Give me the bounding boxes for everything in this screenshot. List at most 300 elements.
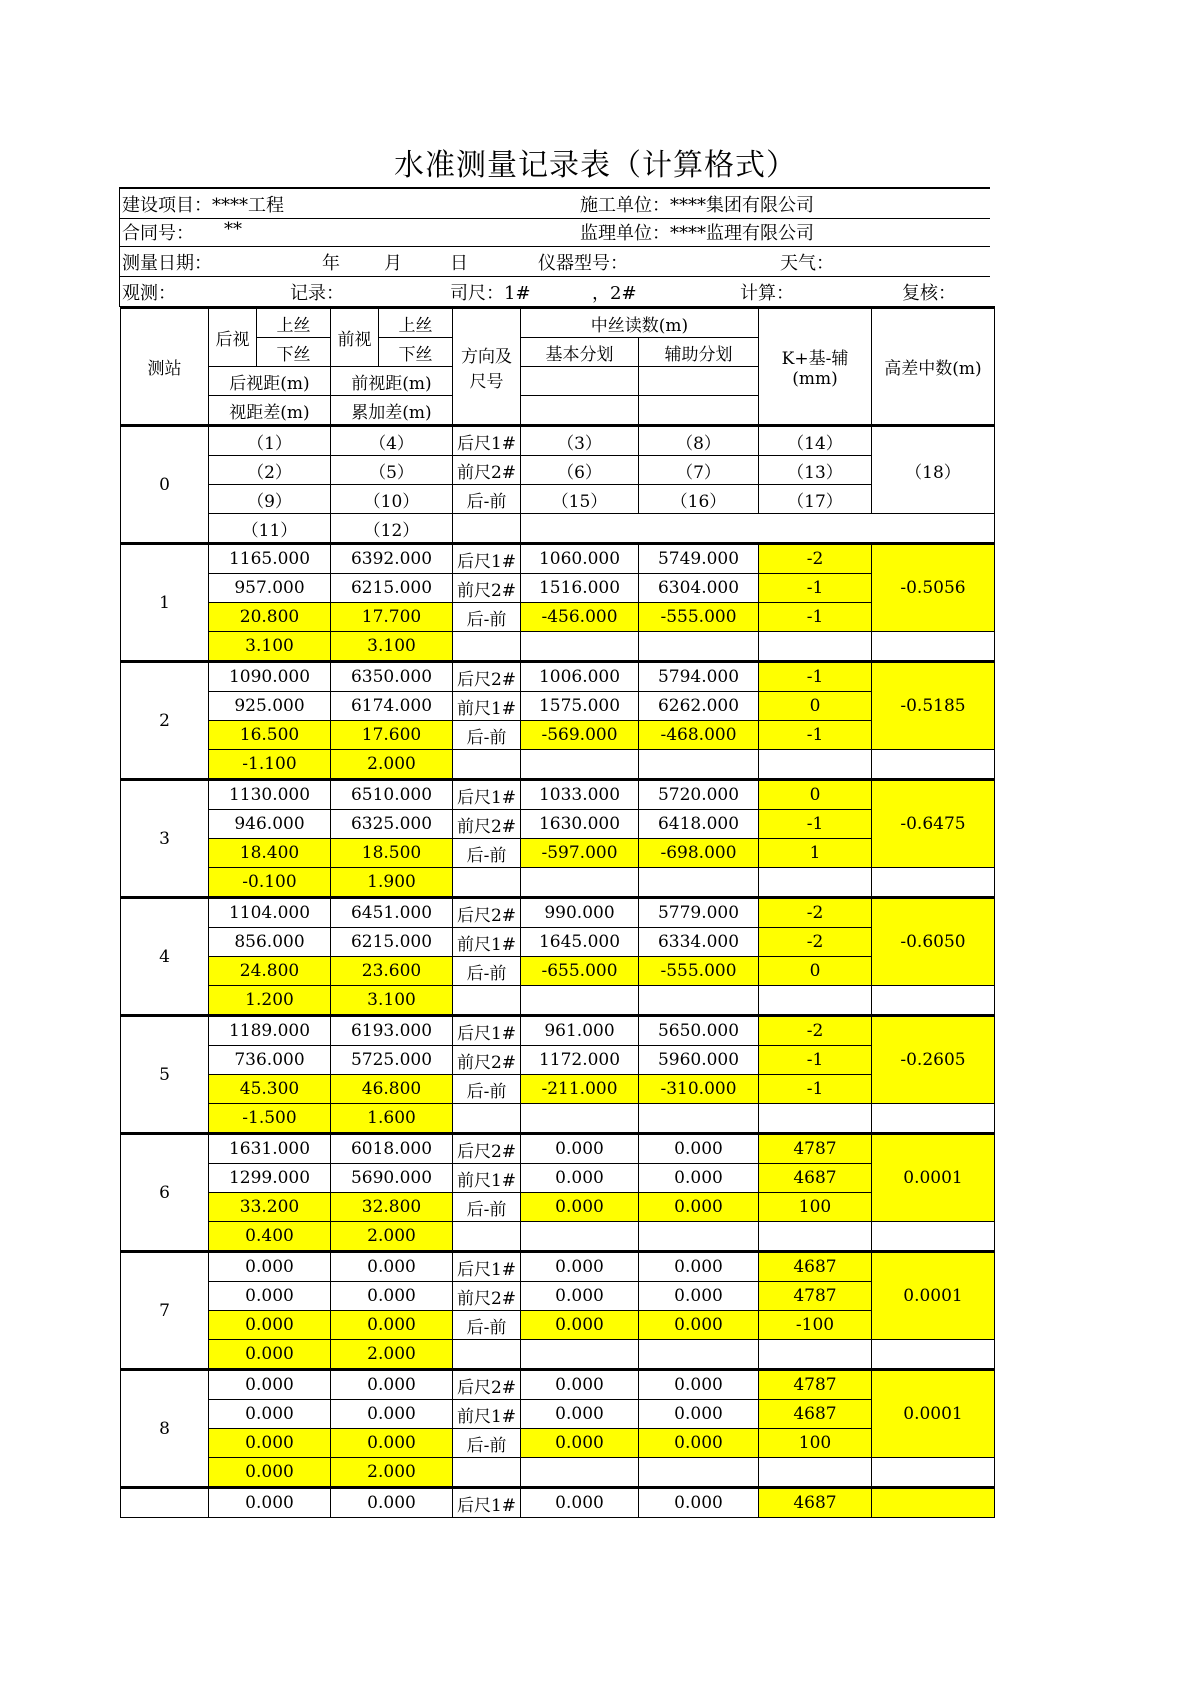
aux-reading: 0.000 [639, 1252, 759, 1282]
aux-reading: 0.000 [639, 1193, 759, 1222]
direction: 前尺2# [453, 456, 521, 485]
direction: 前尺1# [453, 928, 521, 957]
cum-diff: 3.100 [331, 986, 453, 1016]
k-check: -1 [759, 810, 872, 839]
back-reading: （9） [209, 485, 331, 514]
height-diff-mean: 0.0001 [872, 1252, 995, 1340]
direction: 后-前 [453, 1075, 521, 1104]
cum-diff: 2.000 [331, 1458, 453, 1488]
back-reading: 1090.000 [209, 662, 331, 692]
front-reading: （4） [331, 426, 453, 456]
height-diff-mean: 0.0001 [872, 1134, 995, 1222]
direction: 前尺2# [453, 810, 521, 839]
k-check: （17） [759, 485, 872, 514]
contract-label: 合同号： [122, 223, 194, 244]
aux-reading: 6334.000 [639, 928, 759, 957]
table-row [121, 1104, 995, 1134]
dist-diff: 3.100 [209, 632, 331, 662]
aux-reading: 5779.000 [639, 898, 759, 928]
k-check: -1 [759, 1075, 872, 1104]
date-label: 测量日期： [122, 253, 212, 274]
k-check: 0 [759, 957, 872, 986]
front-reading: 6392.000 [331, 544, 453, 574]
direction: 前尺1# [453, 1400, 521, 1429]
cum-diff: 1.900 [331, 868, 453, 898]
cum-diff: （12） [331, 514, 453, 544]
direction: 后尺1# [453, 544, 521, 574]
direction: 后-前 [453, 839, 521, 868]
aux-reading: 0.000 [639, 1311, 759, 1340]
back-reading: 957.000 [209, 574, 331, 603]
back-reading: 16.500 [209, 721, 331, 750]
blank-cell [453, 986, 521, 1016]
col-direction-l2: 尺号 [469, 371, 504, 392]
basic-reading: 1575.000 [521, 692, 639, 721]
blank-cell [453, 1458, 521, 1488]
cum-diff: 3.100 [331, 632, 453, 662]
blank-cell [639, 1458, 759, 1488]
col-cum-diff: 累加差(m) [331, 396, 453, 426]
dist-diff: -0.100 [209, 868, 331, 898]
recorder-label: 记录： [290, 283, 344, 304]
height-diff-mean: -0.6475 [872, 780, 995, 868]
k-check: 1 [759, 839, 872, 868]
k-check: 4687 [759, 1400, 872, 1429]
k-check: 0 [759, 692, 872, 721]
blank-cell [759, 632, 872, 662]
col-basic-blank [521, 396, 639, 426]
table-row [121, 574, 995, 603]
cum-diff: 2.000 [331, 1340, 453, 1370]
table-row [121, 426, 995, 456]
back-reading: 925.000 [209, 692, 331, 721]
dist-diff: 0.000 [209, 1340, 331, 1370]
back-reading: 0.000 [209, 1282, 331, 1311]
basic-reading: -211.000 [521, 1075, 639, 1104]
k-check: -100 [759, 1311, 872, 1340]
blank-cell [759, 1222, 872, 1252]
front-reading: 17.600 [331, 721, 453, 750]
direction: 前尺1# [453, 1164, 521, 1193]
blank-cell [639, 1104, 759, 1134]
direction: 后尺1# [453, 426, 521, 456]
basic-reading: 0.000 [521, 1429, 639, 1458]
table-row [121, 603, 995, 632]
direction: 后-前 [453, 957, 521, 986]
blank-cell [453, 1340, 521, 1370]
col-k-check [759, 308, 872, 426]
dist-diff: （11） [209, 514, 331, 544]
table-row [121, 1488, 995, 1518]
basic-reading: （6） [521, 456, 639, 485]
back-reading: 0.000 [209, 1370, 331, 1400]
table-row [121, 1134, 995, 1164]
contractor-label: 施工单位：****集团有限公司 [580, 195, 814, 216]
table-row [121, 514, 995, 544]
k-check: 4787 [759, 1134, 872, 1164]
blank-cell [521, 1104, 639, 1134]
front-reading: 6193.000 [331, 1016, 453, 1046]
blank-cell [453, 1222, 521, 1252]
front-reading: 23.600 [331, 957, 453, 986]
station-number: 6 [121, 1134, 209, 1252]
k-check: 100 [759, 1193, 872, 1222]
table-row [121, 662, 995, 692]
back-reading: 1165.000 [209, 544, 331, 574]
front-reading: （5） [331, 456, 453, 485]
dist-diff: -1.500 [209, 1104, 331, 1134]
back-reading: 45.300 [209, 1075, 331, 1104]
blank-cell [521, 750, 639, 780]
k-check: -2 [759, 544, 872, 574]
basic-reading: 1033.000 [521, 780, 639, 810]
aux-reading: -698.000 [639, 839, 759, 868]
blank-cell [521, 868, 639, 898]
page-title: 水准测量记录表（计算格式） [394, 148, 797, 183]
k-check: -2 [759, 1016, 872, 1046]
table-row [121, 1429, 995, 1458]
direction: 后尺1# [453, 1252, 521, 1282]
basic-reading: 1645.000 [521, 928, 639, 957]
direction: 后-前 [453, 721, 521, 750]
k-check: （14） [759, 426, 872, 456]
front-reading: 0.000 [331, 1282, 453, 1311]
rod2-label: ，2# [592, 283, 637, 304]
check-label: 复核： [902, 283, 956, 304]
blank-cell [872, 1222, 995, 1252]
blank-cell [453, 1104, 521, 1134]
col-direction-l1: 方向及 [461, 346, 512, 367]
height-diff-mean: 0.0001 [872, 1370, 995, 1458]
k-check: 4787 [759, 1282, 872, 1311]
header-row-contract [120, 217, 990, 247]
k-check: 4687 [759, 1252, 872, 1282]
back-reading: （1） [209, 426, 331, 456]
aux-reading: 0.000 [639, 1429, 759, 1458]
aux-reading: -310.000 [639, 1075, 759, 1104]
aux-reading: （16） [639, 485, 759, 514]
table-row [121, 986, 995, 1016]
front-reading: 0.000 [331, 1370, 453, 1400]
back-reading: 0.000 [209, 1311, 331, 1340]
front-reading: 0.000 [331, 1252, 453, 1282]
back-reading: 1189.000 [209, 1016, 331, 1046]
blank-cell [872, 986, 995, 1016]
direction: 后尺1# [453, 1488, 521, 1518]
table-row [121, 928, 995, 957]
basic-reading: 0.000 [521, 1164, 639, 1193]
table-row [121, 750, 995, 780]
table-row [121, 632, 995, 662]
basic-reading: -456.000 [521, 603, 639, 632]
aux-reading: 5794.000 [639, 662, 759, 692]
table-row [121, 1282, 995, 1311]
front-reading: 6215.000 [331, 574, 453, 603]
aux-reading: -468.000 [639, 721, 759, 750]
front-reading: 6215.000 [331, 928, 453, 957]
cum-diff: 2.000 [331, 1222, 453, 1252]
direction: 后尺2# [453, 898, 521, 928]
direction: 后尺2# [453, 1134, 521, 1164]
direction: 后尺1# [453, 780, 521, 810]
table-row [121, 868, 995, 898]
direction: 后-前 [453, 1429, 521, 1458]
dist-diff: 1.200 [209, 986, 331, 1016]
basic-reading: 0.000 [521, 1282, 639, 1311]
direction: 前尺2# [453, 1282, 521, 1311]
table-row [121, 1340, 995, 1370]
dist-diff: -1.100 [209, 750, 331, 780]
aux-reading: 5720.000 [639, 780, 759, 810]
aux-reading: 5749.000 [639, 544, 759, 574]
col-front-lower: 下丝 [379, 338, 453, 367]
blank-cell [872, 632, 995, 662]
header-row-project [120, 187, 990, 219]
observer-label: 观测： [122, 283, 176, 304]
blank-cell [872, 750, 995, 780]
blank-cell [759, 868, 872, 898]
back-reading: 33.200 [209, 1193, 331, 1222]
aux-reading: （7） [639, 456, 759, 485]
aux-reading: -555.000 [639, 957, 759, 986]
k-check: -1 [759, 574, 872, 603]
blank-cell [453, 514, 521, 544]
year-label: 年 [322, 253, 340, 274]
col-direction [453, 308, 521, 426]
col-back: 后视 [209, 308, 257, 367]
table-row [121, 1400, 995, 1429]
basic-reading: 961.000 [521, 1016, 639, 1046]
aux-reading: 0.000 [639, 1400, 759, 1429]
front-reading: 5690.000 [331, 1164, 453, 1193]
col-aux-blank [639, 396, 759, 426]
aux-reading: 5650.000 [639, 1016, 759, 1046]
table-row [121, 1164, 995, 1193]
aux-reading: 0.000 [639, 1134, 759, 1164]
instrument-label: 仪器型号： [538, 253, 628, 274]
table-row [121, 692, 995, 721]
front-reading: 5725.000 [331, 1046, 453, 1075]
blank-cell [872, 1340, 995, 1370]
back-reading: 24.800 [209, 957, 331, 986]
k-check: 100 [759, 1429, 872, 1458]
height-diff-mean: -0.2605 [872, 1016, 995, 1104]
table-row [121, 1252, 995, 1282]
blank-cell [639, 1340, 759, 1370]
col-back-dist: 后视距(m) [209, 367, 331, 396]
col-back-lower: 下丝 [257, 338, 331, 367]
aux-reading: 0.000 [639, 1164, 759, 1193]
table-row [121, 839, 995, 868]
dist-diff: 0.000 [209, 1458, 331, 1488]
col-mean: 高差中数(m) [872, 308, 995, 426]
front-reading: （10） [331, 485, 453, 514]
blank-cell [521, 1340, 639, 1370]
back-reading: 736.000 [209, 1046, 331, 1075]
table-row [121, 544, 995, 574]
front-reading: 0.000 [331, 1429, 453, 1458]
col-basic: 基本分划 [521, 338, 639, 367]
basic-reading: -597.000 [521, 839, 639, 868]
table-row [121, 780, 995, 810]
aux-reading: 0.000 [639, 1488, 759, 1518]
weather-label: 天气： [780, 253, 834, 274]
back-reading: 856.000 [209, 928, 331, 957]
direction: 后-前 [453, 485, 521, 514]
table-row [121, 485, 995, 514]
basic-reading: 1516.000 [521, 574, 639, 603]
blank-cell [521, 514, 995, 544]
blank-cell [521, 1458, 639, 1488]
aux-reading: 6418.000 [639, 810, 759, 839]
back-reading: 1631.000 [209, 1134, 331, 1164]
front-reading: 6510.000 [331, 780, 453, 810]
table-row [121, 1311, 995, 1340]
table-row [121, 810, 995, 839]
blank-cell [872, 868, 995, 898]
basic-reading: 1060.000 [521, 544, 639, 574]
basic-reading: （15） [521, 485, 639, 514]
col-station: 测站 [121, 308, 209, 426]
blank-cell [759, 1340, 872, 1370]
month-label: 月 [384, 253, 402, 274]
station-number [121, 1488, 209, 1518]
aux-reading: 0.000 [639, 1282, 759, 1311]
blank-cell [521, 632, 639, 662]
cum-diff: 1.600 [331, 1104, 453, 1134]
table-row [121, 898, 995, 928]
table-row [121, 1370, 995, 1400]
project-label: 建设项目：****工程 [122, 195, 284, 216]
header-row-date [120, 247, 990, 277]
blank-cell [639, 868, 759, 898]
blank-cell [759, 1104, 872, 1134]
basic-reading: -569.000 [521, 721, 639, 750]
aux-reading: 5960.000 [639, 1046, 759, 1075]
station-number: 8 [121, 1370, 209, 1488]
table-row [121, 1046, 995, 1075]
col-k-check-l1: K+基-辅 [781, 349, 849, 369]
table-row [121, 957, 995, 986]
direction: 前尺1# [453, 692, 521, 721]
rod-label: 司尺：1# [450, 283, 531, 304]
blank-cell [872, 1104, 995, 1134]
calc-label: 计算： [740, 283, 794, 304]
direction: 前尺2# [453, 574, 521, 603]
basic-reading: 1172.000 [521, 1046, 639, 1075]
aux-reading: 6304.000 [639, 574, 759, 603]
basic-reading: （3） [521, 426, 639, 456]
front-reading: 0.000 [331, 1488, 453, 1518]
col-mid-reading: 中丝读数(m) [521, 308, 759, 338]
direction: 后尺2# [453, 1370, 521, 1400]
table-row [121, 1075, 995, 1104]
front-reading: 6451.000 [331, 898, 453, 928]
basic-reading: 0.000 [521, 1370, 639, 1400]
height-diff-mean: -0.5185 [872, 662, 995, 750]
blank-cell [639, 632, 759, 662]
blank-cell [759, 750, 872, 780]
blank-cell [453, 632, 521, 662]
back-reading: 20.800 [209, 603, 331, 632]
k-check: 4687 [759, 1488, 872, 1518]
contract-value: ** [224, 219, 242, 240]
back-reading: 18.400 [209, 839, 331, 868]
k-check: -2 [759, 928, 872, 957]
k-check: -1 [759, 603, 872, 632]
aux-reading: -555.000 [639, 603, 759, 632]
back-reading: 1299.000 [209, 1164, 331, 1193]
survey-table [120, 306, 995, 1518]
col-basic-blank [521, 367, 639, 396]
back-reading: 1130.000 [209, 780, 331, 810]
station-number: 7 [121, 1252, 209, 1370]
front-reading: 6350.000 [331, 662, 453, 692]
back-reading: 1104.000 [209, 898, 331, 928]
col-dist-diff: 视距差(m) [209, 396, 331, 426]
blank-cell [872, 1458, 995, 1488]
direction: 前尺2# [453, 1046, 521, 1075]
supervisor-label: 监理单位：****监理有限公司 [580, 223, 814, 244]
blank-cell [759, 986, 872, 1016]
blank-cell [639, 986, 759, 1016]
direction: 后尺2# [453, 662, 521, 692]
k-check: （13） [759, 456, 872, 485]
front-reading: 0.000 [331, 1311, 453, 1340]
basic-reading: 0.000 [521, 1311, 639, 1340]
station-number: 5 [121, 1016, 209, 1134]
k-check: -1 [759, 1046, 872, 1075]
table-row [121, 1193, 995, 1222]
k-check: 4687 [759, 1164, 872, 1193]
basic-reading: 0.000 [521, 1400, 639, 1429]
col-aux-blank [639, 367, 759, 396]
back-reading: 0.000 [209, 1488, 331, 1518]
k-check: -1 [759, 721, 872, 750]
front-reading: 6174.000 [331, 692, 453, 721]
basic-reading: 0.000 [521, 1193, 639, 1222]
table-row [121, 1222, 995, 1252]
back-reading: （2） [209, 456, 331, 485]
table-row [121, 1458, 995, 1488]
front-reading: 6325.000 [331, 810, 453, 839]
basic-reading: 0.000 [521, 1134, 639, 1164]
blank-cell [639, 750, 759, 780]
direction: 后-前 [453, 1193, 521, 1222]
back-reading: 0.000 [209, 1252, 331, 1282]
station-number: 0 [121, 426, 209, 544]
blank-cell [521, 1222, 639, 1252]
station-number: 1 [121, 544, 209, 662]
col-front: 前视 [331, 308, 379, 367]
aux-reading: （8） [639, 426, 759, 456]
k-check: -2 [759, 898, 872, 928]
blank-cell [521, 986, 639, 1016]
height-diff-mean: -0.6050 [872, 898, 995, 986]
blank-cell [453, 868, 521, 898]
front-reading: 32.800 [331, 1193, 453, 1222]
basic-reading: 1006.000 [521, 662, 639, 692]
dist-diff: 0.400 [209, 1222, 331, 1252]
col-front-upper: 上丝 [379, 308, 453, 338]
day-label: 日 [450, 253, 468, 274]
front-reading: 0.000 [331, 1400, 453, 1429]
station-number: 2 [121, 662, 209, 780]
blank-cell [453, 750, 521, 780]
k-check: -1 [759, 662, 872, 692]
station-number: 4 [121, 898, 209, 1016]
direction: 后尺1# [453, 1016, 521, 1046]
